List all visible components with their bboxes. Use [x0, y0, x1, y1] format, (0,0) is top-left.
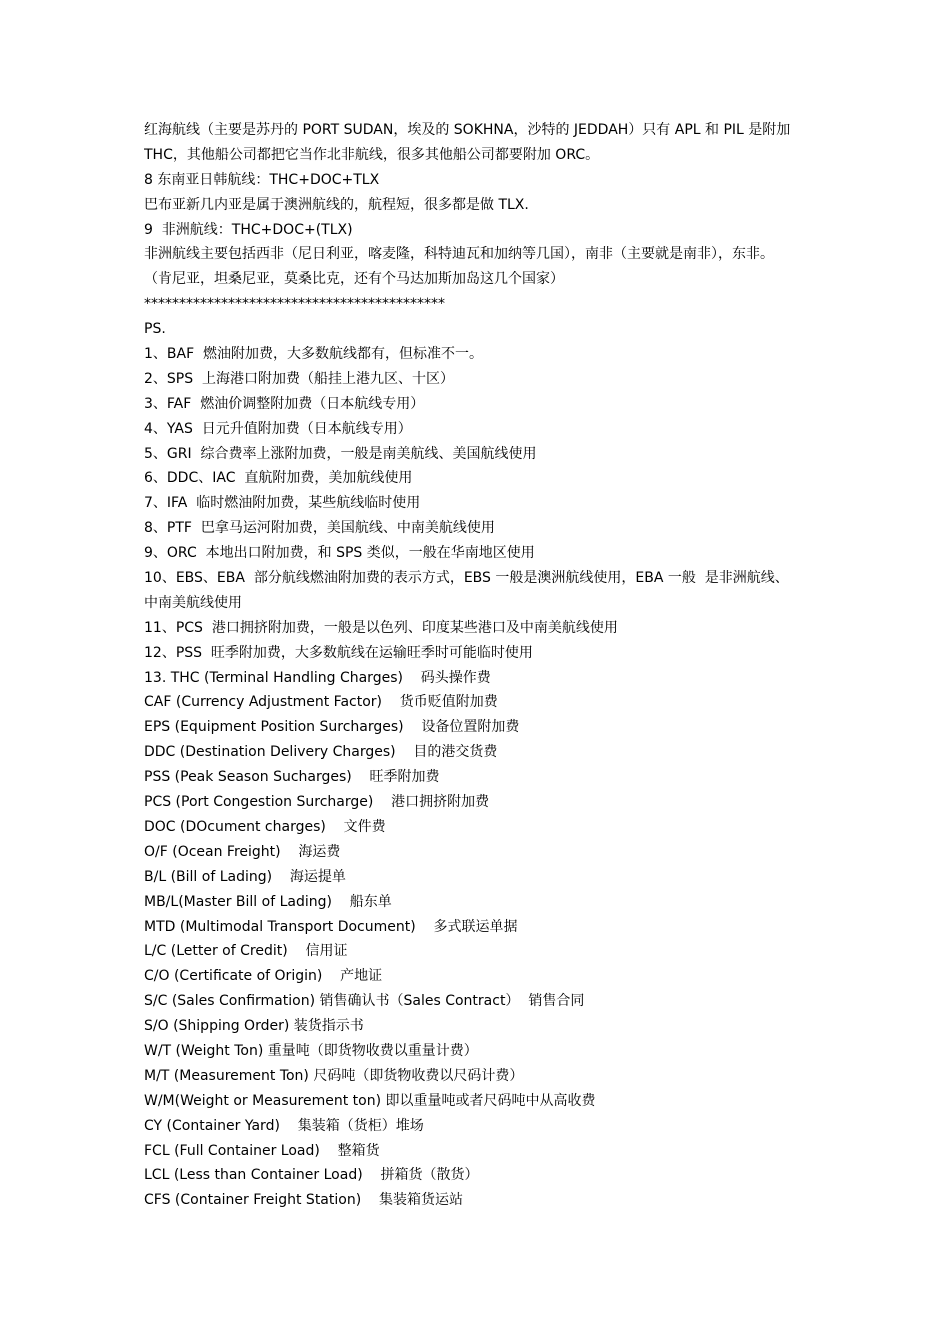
list-item: 5、GRI 综合费率上涨附加费，一般是南美航线、美国航线使用 — [144, 445, 537, 462]
list-item: 7、IFA 临时燃油附加费，某些航线临时使用 — [144, 495, 421, 512]
text-line: 红海航线（主要是苏丹的 PORT SUDAN，埃及的 SOKHNA，沙特的 JEDDAH）只有 APL 和 PIL 是附加 — [144, 122, 791, 138]
separator-line: ******************************************* — [144, 296, 445, 313]
text-line: 巴布亚新几内亚是属于澳洲航线的，航程短，很多都是做 TLX. — [144, 196, 529, 213]
glossary-item: B/L (Bill of Lading) 海运提单 — [144, 868, 346, 885]
list-item: 1、BAF 燃油附加费，大多数航线都有，但标准不一。 — [144, 346, 484, 363]
list-item: 8、PTF 巴拿马运河附加费，美国航线、中南美航线使用 — [144, 520, 495, 537]
glossary-item: L/C (Letter of Credit) 信用证 — [144, 943, 348, 960]
list-item: 2、SPS 上海港口附加费（船挂上港九区、十区） — [144, 370, 455, 387]
text-line: 8 东南亚日韩航线：THC+DOC+TLX — [144, 171, 380, 188]
glossary-item: PCS (Port Congestion Surcharge) 港口拥挤附加费 — [144, 794, 490, 811]
text-line: 9 非洲航线：THC+DOC+(TLX) — [144, 221, 353, 238]
glossary-item: S/C (Sales Confirmation) 销售确认书（Sales Contract） 销售合同 — [144, 993, 585, 1010]
list-item: 6、DDC、IAC 直航附加费，美加航线使用 — [144, 470, 413, 487]
glossary-item: W/M(Weight or Measurement ton) 即以重量吨或者尺码吨中从高收费 — [144, 1092, 596, 1109]
glossary-item: MTD (Multimodal Transport Document) 多式联运单据 — [144, 918, 518, 935]
glossary-item: PSS (Peak Season Sucharges) 旺季附加费 — [144, 769, 440, 786]
list-item: 4、YAS 日元升值附加费（日本航线专用） — [144, 420, 412, 437]
glossary-item: 13. THC (Terminal Handling Charges) 码头操作费 — [144, 669, 491, 686]
glossary-item: MB/L(Master Bill of Lading) 船东单 — [144, 893, 392, 910]
glossary-item: M/T (Measurement Ton) 尺码吨（即货物收费以尺码计费） — [144, 1067, 524, 1084]
glossary-item: C/O (Certificate of Origin) 产地证 — [144, 968, 383, 985]
document-body — [144, 118, 824, 1213]
text-line: PS. — [144, 321, 166, 338]
list-item-continuation: 中南美航线使用 — [144, 594, 242, 611]
glossary-item: FCL (Full Container Load) 整箱货 — [144, 1142, 380, 1159]
list-item: 12、PSS 旺季附加费，大多数航线在运输旺季时可能临时使用 — [144, 644, 533, 661]
glossary-item: DDC (Destination Delivery Charges) 目的港交货费 — [144, 744, 498, 761]
glossary-item: O/F (Ocean Freight) 海运费 — [144, 843, 341, 860]
list-item: 10、EBS、EBA 部分航线燃油附加费的表示方式，EBS 一般是澳洲航线使用，EBA 一般 是非洲航线、 — [144, 570, 789, 587]
list-item: 3、FAF 燃油价调整附加费（日本航线专用） — [144, 395, 425, 412]
glossary-item: LCL (Less than Container Load) 拼箱货（散货） — [144, 1167, 479, 1184]
glossary-item: DOC (DOcument charges) 文件费 — [144, 818, 386, 835]
list-item: 9、ORC 本地出口附加费，和 SPS 类似，一般在华南地区使用 — [144, 545, 535, 562]
glossary-item: CY (Container Yard) 集装箱（货柜）堆场 — [144, 1117, 424, 1134]
text-line: 非洲航线主要包括西非（尼日利亚，喀麦隆，科特迪瓦和加纳等几国），南非（主要就是南非），东非。 — [144, 246, 774, 263]
text-line: （肯尼亚，坦桑尼亚，莫桑比克，还有个马达加斯加岛这几个国家） — [144, 271, 564, 288]
glossary-item: CFS (Container Freight Station) 集装箱货运站 — [144, 1192, 463, 1209]
list-item: 11、PCS 港口拥挤附加费，一般是以色列、印度某些港口及中南美航线使用 — [144, 619, 618, 636]
glossary-item: W/T (Weight Ton) 重量吨（即货物收费以重量计费） — [144, 1042, 478, 1059]
glossary-item: EPS (Equipment Position Surcharges) 设备位置附加费 — [144, 719, 520, 736]
text-line: THC，其他船公司都把它当作北非航线，很多其他船公司都要附加 ORC。 — [144, 146, 600, 163]
glossary-item: S/O (Shipping Order) 装货指示书 — [144, 1018, 364, 1035]
glossary-item: CAF (Currency Adjustment Factor) 货币贬值附加费 — [144, 694, 498, 711]
